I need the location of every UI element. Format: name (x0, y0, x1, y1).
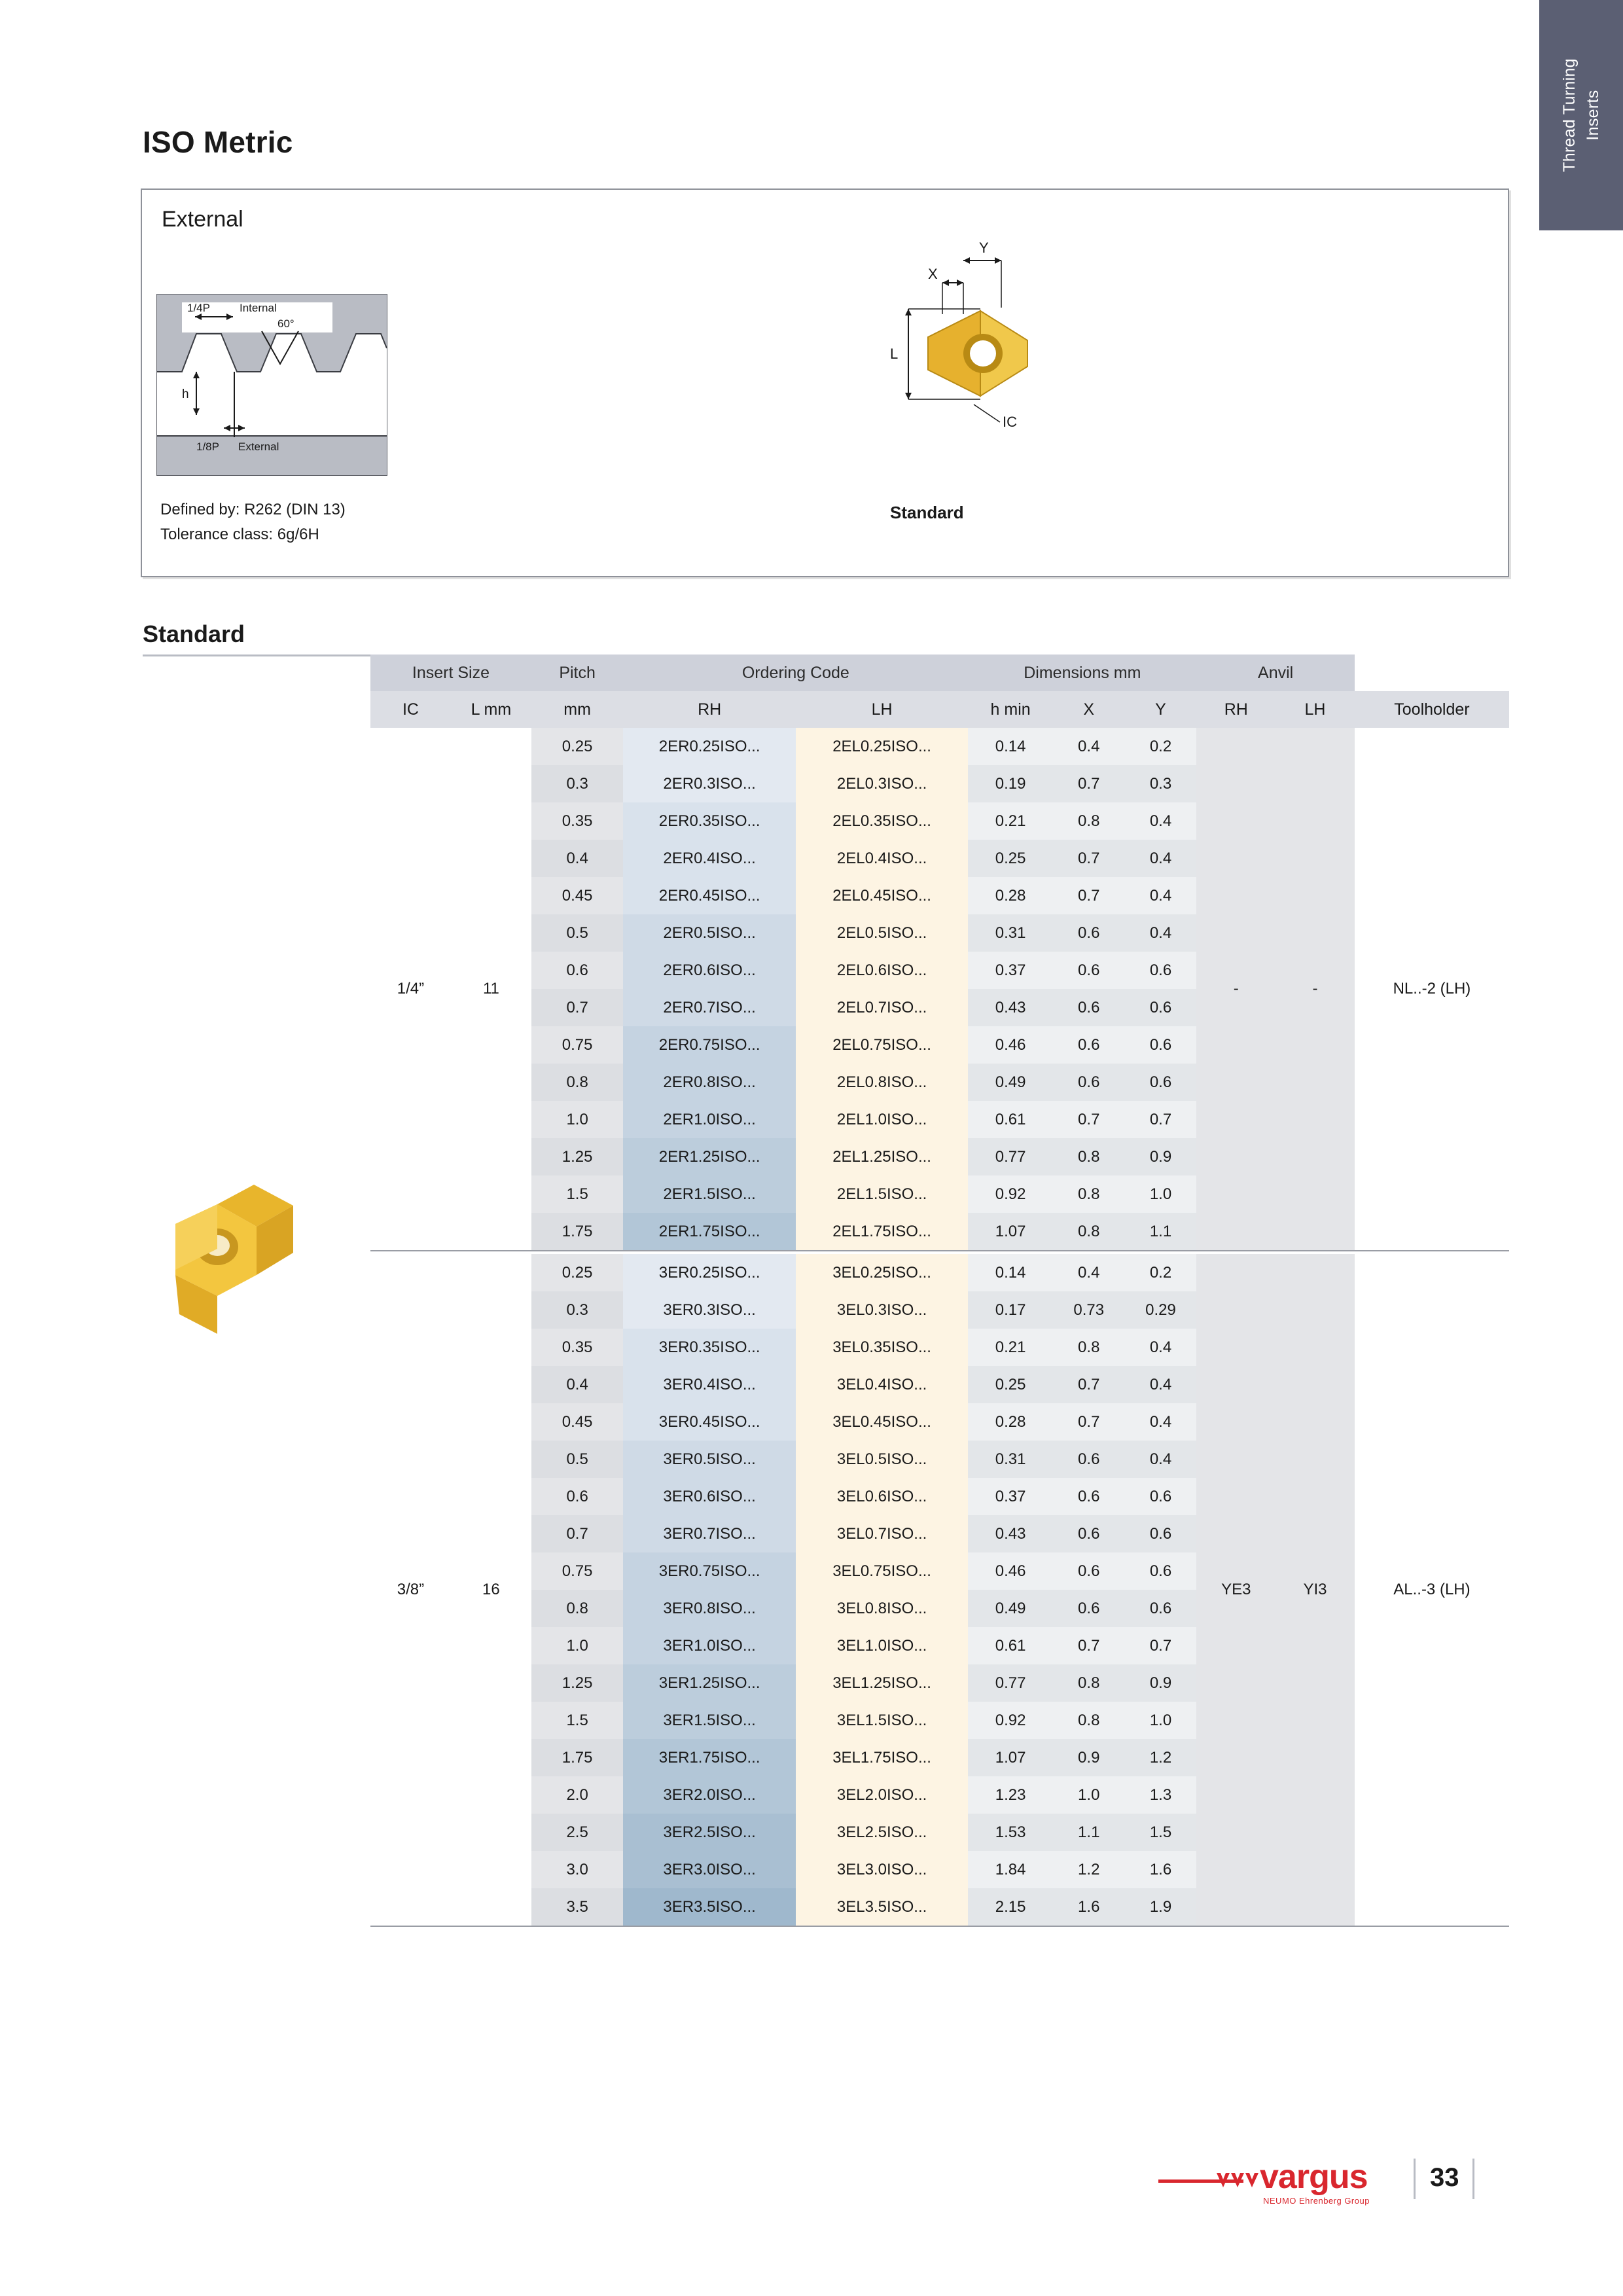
cell-dimension-h: 1.53 (968, 1814, 1053, 1851)
cell-dimension-h: 0.31 (968, 1441, 1053, 1478)
cell-toolholder: AL..-3 (LH) (1355, 1254, 1509, 1926)
standard-figure-caption: Standard (890, 503, 964, 522)
cell-dimension-x: 0.8 (1053, 1702, 1125, 1739)
cell-pitch: 3.0 (531, 1851, 624, 1888)
cell-ordering-code-rh: 3ER0.8ISO... (623, 1590, 795, 1627)
cell-ordering-code-rh: 2ER0.5ISO... (623, 914, 795, 952)
group-header-ordering-code: Ordering Code (623, 655, 968, 691)
cell-insert-size-ic: 3/8” (370, 1254, 451, 1926)
cell-dimension-h: 0.14 (968, 1254, 1053, 1291)
cell-dimension-x: 0.6 (1053, 1515, 1125, 1552)
cell-dimension-h: 0.17 (968, 1291, 1053, 1329)
cell-ordering-code-lh: 3EL0.45ISO... (796, 1403, 968, 1441)
cell-dimension-h: 0.37 (968, 1478, 1053, 1515)
col-header-ic: IC (370, 691, 451, 728)
cell-ordering-code-lh: 2EL0.25ISO... (796, 728, 968, 765)
cell-pitch: 0.8 (531, 1064, 624, 1101)
cell-ordering-code-rh: 2ER0.4ISO... (623, 840, 795, 877)
cell-dimension-y: 1.0 (1125, 1175, 1197, 1213)
cell-ordering-code-lh: 2EL0.3ISO... (796, 765, 968, 802)
cell-dimension-h: 1.07 (968, 1213, 1053, 1251)
cell-dimension-y: 1.1 (1125, 1213, 1197, 1251)
cell-pitch: 0.25 (531, 728, 624, 765)
cell-dimension-y: 0.6 (1125, 1590, 1197, 1627)
cell-pitch: 0.4 (531, 840, 624, 877)
cell-ordering-code-rh: 3ER0.5ISO... (623, 1441, 795, 1478)
page-number-divider-right (1472, 2159, 1474, 2199)
cell-dimension-h: 0.25 (968, 840, 1053, 877)
cell-ordering-code-rh: 2ER1.5ISO... (623, 1175, 795, 1213)
cell-pitch: 1.0 (531, 1627, 624, 1664)
cell-ordering-code-lh: 3EL0.6ISO... (796, 1478, 968, 1515)
cell-ordering-code-lh: 2EL1.0ISO... (796, 1101, 968, 1138)
cell-dimension-x: 0.73 (1053, 1291, 1125, 1329)
cell-dimension-y: 1.5 (1125, 1814, 1197, 1851)
svg-text:Internal: Internal (240, 302, 277, 314)
cell-pitch: 0.75 (531, 1552, 624, 1590)
col-header-lh: LH (796, 691, 968, 728)
cell-ordering-code-rh: 2ER0.3ISO... (623, 765, 795, 802)
cell-ordering-code-lh: 3EL1.75ISO... (796, 1739, 968, 1776)
cell-ordering-code-rh: 3ER1.5ISO... (623, 1702, 795, 1739)
group-header-blank (1355, 655, 1509, 691)
cell-dimension-y: 0.9 (1125, 1664, 1197, 1702)
cell-dimension-x: 0.7 (1053, 1403, 1125, 1441)
cell-pitch: 0.3 (531, 1291, 624, 1329)
cell-ordering-code-lh: 2EL0.5ISO... (796, 914, 968, 952)
cell-dimension-h: 0.25 (968, 1366, 1053, 1403)
tolerance-class-text: Tolerance class: 6g/6H (160, 526, 319, 544)
cell-ordering-code-lh: 3EL1.25ISO... (796, 1664, 968, 1702)
cell-dimension-y: 0.6 (1125, 1478, 1197, 1515)
cell-dimension-x: 0.6 (1053, 1441, 1125, 1478)
page-title: ISO Metric (143, 125, 293, 159)
cell-dimension-h: 0.31 (968, 914, 1053, 952)
side-tab-line1: Thread Turning (1560, 58, 1578, 172)
cell-ordering-code-lh: 2EL0.45ISO... (796, 877, 968, 914)
cell-dimension-x: 0.7 (1053, 877, 1125, 914)
cell-insert-size-l: 16 (451, 1254, 531, 1926)
cell-dimension-x: 0.4 (1053, 728, 1125, 765)
cell-toolholder: NL..-2 (LH) (1355, 728, 1509, 1251)
cell-dimension-x: 1.1 (1053, 1814, 1125, 1851)
cell-dimension-y: 0.4 (1125, 914, 1197, 952)
group-header-dimensions: Dimensions mm (968, 655, 1196, 691)
svg-text:h: h (182, 387, 189, 401)
svg-text:1/4P: 1/4P (187, 302, 210, 314)
cell-ordering-code-rh: 3ER0.45ISO... (623, 1403, 795, 1441)
cell-dimension-x: 0.8 (1053, 802, 1125, 840)
cell-dimension-x: 0.6 (1053, 1026, 1125, 1064)
cell-pitch: 1.75 (531, 1739, 624, 1776)
cell-dimension-x: 0.6 (1053, 1478, 1125, 1515)
cell-ordering-code-rh: 2ER0.75ISO... (623, 1026, 795, 1064)
cell-ordering-code-rh: 3ER1.75ISO... (623, 1739, 795, 1776)
cell-ordering-code-rh: 3ER2.0ISO... (623, 1776, 795, 1814)
cell-ordering-code-lh: 2EL1.5ISO... (796, 1175, 968, 1213)
cell-ordering-code-rh: 3ER0.6ISO... (623, 1478, 795, 1515)
standard-spec-table (370, 655, 1509, 1929)
cell-dimension-y: 1.3 (1125, 1776, 1197, 1814)
cell-ordering-code-rh: 3ER0.4ISO... (623, 1366, 795, 1403)
cell-dimension-x: 0.6 (1053, 1552, 1125, 1590)
cell-ordering-code-rh: 2ER0.7ISO... (623, 989, 795, 1026)
page-number: 33 (1430, 2163, 1459, 2192)
cell-dimension-x: 1.2 (1053, 1851, 1125, 1888)
cell-dimension-h: 0.61 (968, 1101, 1053, 1138)
cell-dimension-y: 0.4 (1125, 1329, 1197, 1366)
cell-dimension-y: 1.9 (1125, 1888, 1197, 1926)
cell-dimension-h: 0.43 (968, 989, 1053, 1026)
cell-ordering-code-rh: 3ER0.7ISO... (623, 1515, 795, 1552)
cell-pitch: 0.7 (531, 989, 624, 1026)
table-column-header-row (370, 691, 1509, 728)
cell-dimension-x: 1.0 (1053, 1776, 1125, 1814)
cell-dimension-h: 0.92 (968, 1702, 1053, 1739)
cell-dimension-h: 2.15 (968, 1888, 1053, 1926)
cell-ordering-code-lh: 3EL0.7ISO... (796, 1515, 968, 1552)
cell-anvil-lh: YI3 (1275, 1254, 1355, 1926)
cell-dimension-y: 0.6 (1125, 1026, 1197, 1064)
cell-dimension-h: 0.49 (968, 1590, 1053, 1627)
external-panel-notes (160, 497, 346, 548)
table-bottom-rule (370, 1926, 1509, 1929)
col-header-h-min: h min (968, 691, 1053, 728)
cell-dimension-h: 0.37 (968, 952, 1053, 989)
cell-ordering-code-lh: 2EL1.25ISO... (796, 1138, 968, 1175)
cell-ordering-code-rh: 2ER1.25ISO... (623, 1138, 795, 1175)
cell-pitch: 0.25 (531, 1254, 624, 1291)
cell-dimension-y: 0.6 (1125, 952, 1197, 989)
cell-dimension-h: 0.77 (968, 1664, 1053, 1702)
cell-dimension-x: 0.9 (1053, 1739, 1125, 1776)
cell-pitch: 3.5 (531, 1888, 624, 1926)
cell-dimension-x: 0.8 (1053, 1213, 1125, 1251)
cell-pitch: 1.0 (531, 1101, 624, 1138)
cell-dimension-y: 0.3 (1125, 765, 1197, 802)
cell-insert-size-ic: 1/4” (370, 728, 451, 1251)
cell-dimension-y: 0.6 (1125, 1064, 1197, 1101)
cell-dimension-y: 0.6 (1125, 1552, 1197, 1590)
svg-text:L: L (890, 346, 899, 362)
cell-ordering-code-rh: 2ER1.0ISO... (623, 1101, 795, 1138)
defined-by-text: Defined by: R262 (DIN 13) (160, 501, 346, 518)
cell-ordering-code-lh: 3EL3.5ISO... (796, 1888, 968, 1926)
svg-text:1/8P: 1/8P (196, 440, 219, 453)
cell-pitch: 1.25 (531, 1138, 624, 1175)
cell-ordering-code-lh: 3EL0.5ISO... (796, 1441, 968, 1478)
cell-ordering-code-lh: 2EL0.7ISO... (796, 989, 968, 1026)
cell-pitch: 0.45 (531, 1403, 624, 1441)
cell-dimension-y: 0.7 (1125, 1627, 1197, 1664)
cell-ordering-code-rh: 2ER1.75ISO... (623, 1213, 795, 1251)
cell-ordering-code-lh: 3EL0.8ISO... (796, 1590, 968, 1627)
cell-ordering-code-rh: 3ER2.5ISO... (623, 1814, 795, 1851)
cell-pitch: 1.75 (531, 1213, 624, 1251)
cell-dimension-y: 1.0 (1125, 1702, 1197, 1739)
cell-dimension-h: 0.28 (968, 1403, 1053, 1441)
cell-pitch: 0.45 (531, 877, 624, 914)
group-header-anvil: Anvil (1196, 655, 1355, 691)
cell-pitch: 0.35 (531, 802, 624, 840)
cell-dimension-x: 0.6 (1053, 1590, 1125, 1627)
cell-dimension-y: 0.6 (1125, 989, 1197, 1026)
brand-subtitle: NEUMO Ehrenberg Group (1263, 2196, 1370, 2206)
side-tab-thread-turning-inserts (1539, 0, 1623, 230)
cell-dimension-y: 0.29 (1125, 1291, 1197, 1329)
group-header-pitch: Pitch (531, 655, 624, 691)
external-panel-label: External (162, 207, 243, 232)
cell-dimension-y: 0.4 (1125, 1441, 1197, 1478)
cell-ordering-code-rh: 2ER0.6ISO... (623, 952, 795, 989)
col-header-pitch-mm: mm (531, 691, 624, 728)
cell-ordering-code-rh: 3ER1.25ISO... (623, 1664, 795, 1702)
col-header-y: Y (1125, 691, 1197, 728)
cell-dimension-h: 0.19 (968, 765, 1053, 802)
cell-ordering-code-lh: 3EL3.0ISO... (796, 1851, 968, 1888)
cell-ordering-code-lh: 2EL0.4ISO... (796, 840, 968, 877)
cell-pitch: 0.6 (531, 1478, 624, 1515)
cell-dimension-x: 0.6 (1053, 989, 1125, 1026)
table-row (370, 1254, 1509, 1291)
cell-ordering-code-rh: 3ER0.75ISO... (623, 1552, 795, 1590)
cell-dimension-y: 0.4 (1125, 802, 1197, 840)
cell-dimension-y: 0.6 (1125, 1515, 1197, 1552)
cell-dimension-y: 0.4 (1125, 1366, 1197, 1403)
cell-ordering-code-rh: 2ER0.35ISO... (623, 802, 795, 840)
cell-ordering-code-lh: 3EL2.0ISO... (796, 1776, 968, 1814)
cell-ordering-code-rh: 3ER3.5ISO... (623, 1888, 795, 1926)
cell-dimension-h: 1.84 (968, 1851, 1053, 1888)
svg-text:60°: 60° (277, 317, 294, 330)
thread-profile-diagram (156, 293, 388, 476)
cell-pitch: 0.5 (531, 914, 624, 952)
cell-dimension-h: 0.92 (968, 1175, 1053, 1213)
cell-dimension-x: 0.7 (1053, 840, 1125, 877)
cell-ordering-code-rh: 3ER1.0ISO... (623, 1627, 795, 1664)
cell-ordering-code-rh: 3ER0.3ISO... (623, 1291, 795, 1329)
cell-ordering-code-lh: 3EL0.75ISO... (796, 1552, 968, 1590)
cell-dimension-x: 0.8 (1053, 1138, 1125, 1175)
cell-pitch: 0.8 (531, 1590, 624, 1627)
cell-dimension-x: 0.8 (1053, 1329, 1125, 1366)
cell-dimension-x: 0.7 (1053, 1627, 1125, 1664)
cell-dimension-h: 1.07 (968, 1739, 1053, 1776)
cell-ordering-code-lh: 3EL0.4ISO... (796, 1366, 968, 1403)
cell-ordering-code-rh: 3ER3.0ISO... (623, 1851, 795, 1888)
table-group-header-row (370, 655, 1509, 691)
cell-ordering-code-rh: 3ER0.35ISO... (623, 1329, 795, 1366)
cell-ordering-code-lh: 2EL1.75ISO... (796, 1213, 968, 1251)
cell-dimension-h: 0.43 (968, 1515, 1053, 1552)
cell-anvil-rh: - (1196, 728, 1275, 1251)
cell-ordering-code-lh: 3EL0.25ISO... (796, 1254, 968, 1291)
cell-ordering-code-rh: 2ER0.45ISO... (623, 877, 795, 914)
cell-ordering-code-lh: 3EL0.3ISO... (796, 1291, 968, 1329)
cell-dimension-h: 0.46 (968, 1552, 1053, 1590)
cell-ordering-code-lh: 2EL0.75ISO... (796, 1026, 968, 1064)
cell-dimension-x: 0.8 (1053, 1664, 1125, 1702)
cell-ordering-code-rh: 3ER0.25ISO... (623, 1254, 795, 1291)
cell-dimension-x: 0.6 (1053, 914, 1125, 952)
cell-dimension-x: 0.4 (1053, 1254, 1125, 1291)
cell-dimension-h: 0.28 (968, 877, 1053, 914)
cell-pitch: 2.0 (531, 1776, 624, 1814)
cell-dimension-h: 0.21 (968, 802, 1053, 840)
brand-name: vargus (1260, 2158, 1368, 2196)
cell-pitch: 0.5 (531, 1441, 624, 1478)
cell-dimension-h: 1.23 (968, 1776, 1053, 1814)
svg-text:IC: IC (1003, 414, 1017, 430)
cell-pitch: 2.5 (531, 1814, 624, 1851)
cell-ordering-code-lh: 3EL0.35ISO... (796, 1329, 968, 1366)
cell-pitch: 0.35 (531, 1329, 624, 1366)
cell-ordering-code-lh: 3EL2.5ISO... (796, 1814, 968, 1851)
cell-dimension-h: 0.21 (968, 1329, 1053, 1366)
cell-dimension-y: 1.2 (1125, 1739, 1197, 1776)
cell-dimension-h: 0.46 (968, 1026, 1053, 1064)
cell-ordering-code-lh: 2EL0.8ISO... (796, 1064, 968, 1101)
cell-dimension-x: 0.7 (1053, 1101, 1125, 1138)
cell-ordering-code-lh: 3EL1.0ISO... (796, 1627, 968, 1664)
cell-dimension-x: 0.7 (1053, 765, 1125, 802)
cell-ordering-code-lh: 2EL0.6ISO... (796, 952, 968, 989)
col-header-toolholder: Toolholder (1355, 691, 1509, 728)
cell-pitch: 0.4 (531, 1366, 624, 1403)
insert-product-photo (157, 1165, 340, 1348)
cell-dimension-h: 0.61 (968, 1627, 1053, 1664)
cell-dimension-y: 0.4 (1125, 877, 1197, 914)
side-tab-label (1558, 58, 1605, 172)
cell-dimension-x: 1.6 (1053, 1888, 1125, 1926)
cell-dimension-y: 0.4 (1125, 1403, 1197, 1441)
cell-anvil-lh: - (1275, 728, 1355, 1251)
cell-dimension-h: 0.14 (968, 728, 1053, 765)
cell-pitch: 1.25 (531, 1664, 624, 1702)
svg-text:External: External (238, 440, 279, 453)
page-number-divider-left (1414, 2159, 1416, 2199)
cell-ordering-code-lh: 2EL0.35ISO... (796, 802, 968, 840)
insert-geometry-diagram (812, 236, 1086, 465)
group-header-insert-size: Insert Size (370, 655, 531, 691)
side-tab-line2: Inserts (1584, 90, 1602, 141)
col-header-anvil-lh: LH (1275, 691, 1355, 728)
col-header-l-mm: L mm (451, 691, 531, 728)
cell-dimension-x: 0.6 (1053, 952, 1125, 989)
cell-dimension-y: 0.4 (1125, 840, 1197, 877)
table-row (370, 728, 1509, 765)
table-body (370, 728, 1509, 1929)
cell-dimension-h: 0.49 (968, 1064, 1053, 1101)
cell-ordering-code-rh: 2ER0.8ISO... (623, 1064, 795, 1101)
cell-ordering-code-lh: 3EL1.5ISO... (796, 1702, 968, 1739)
cell-dimension-y: 0.7 (1125, 1101, 1197, 1138)
cell-pitch: 0.7 (531, 1515, 624, 1552)
section-title-standard: Standard (143, 620, 245, 647)
cell-dimension-y: 0.2 (1125, 1254, 1197, 1291)
cell-pitch: 0.3 (531, 765, 624, 802)
cell-dimension-x: 0.8 (1053, 1175, 1125, 1213)
cell-pitch: 0.6 (531, 952, 624, 989)
cell-dimension-y: 0.2 (1125, 728, 1197, 765)
cell-dimension-y: 0.9 (1125, 1138, 1197, 1175)
cell-pitch: 1.5 (531, 1175, 624, 1213)
col-header-x: X (1053, 691, 1125, 728)
cell-dimension-h: 0.77 (968, 1138, 1053, 1175)
cell-dimension-x: 0.7 (1053, 1366, 1125, 1403)
cell-pitch: 1.5 (531, 1702, 624, 1739)
cell-dimension-x: 0.6 (1053, 1064, 1125, 1101)
svg-text:Y: Y (979, 240, 989, 256)
cell-pitch: 0.75 (531, 1026, 624, 1064)
cell-dimension-y: 1.6 (1125, 1851, 1197, 1888)
col-header-anvil-rh: RH (1196, 691, 1275, 728)
svg-text:X: X (928, 266, 938, 282)
cell-ordering-code-rh: 2ER0.25ISO... (623, 728, 795, 765)
cell-anvil-rh: YE3 (1196, 1254, 1275, 1926)
col-header-rh: RH (623, 691, 795, 728)
cell-insert-size-l: 11 (451, 728, 531, 1251)
